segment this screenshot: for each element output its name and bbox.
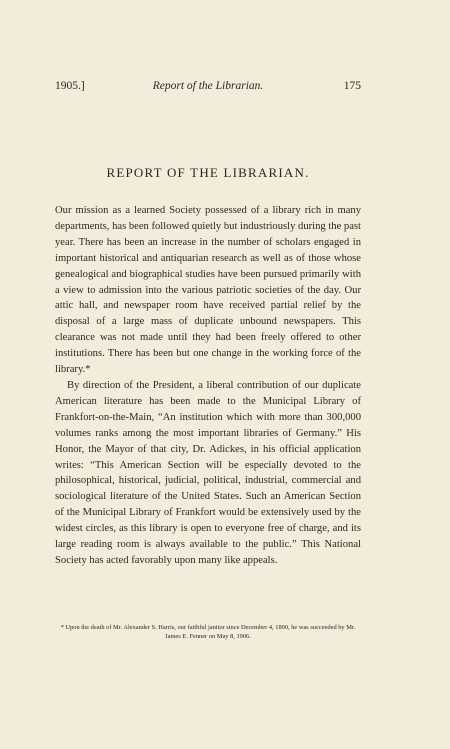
paragraph-1: Our mission as a learned Society possessed of a library rich in many departments, has been followed quietly but industriously during the past year. There has been an increase in the number of scholars engaged in important historical and antiquarian research as well as of those whose genealogical and biographical studies have been pursued primarily with a view to admission into the various patriotic societies of the day. Our attic hall, and newspaper room have received partial relief by the disposal of a large mass of duplicate unbound newspapers. This clearance was not made until they had been freely offered to other institutions. There has been but one change in the working force of the library.*: [55, 205, 361, 376]
running-head-title: Report of the Librarian.: [152, 80, 264, 92]
running-head: [55, 80, 361, 96]
paragraph-2: By direction of the President, a liberal contribution of our duplicate American literature has been made to the Municipal Library of Frankfort-on-the-Main, “An institution which with more than 300,000 volumes ranks among the most important libraries of Germany.” His Honor, the Mayor of that city, Dr. Adickes, in his official application writes: “This American Section will be especially devoted to the philosophical, historical, judicial, political, industrial, commercial and sociological literature of the United States. Such an American Section of the Municipal Library of Frankfort would be extensively used by the widest circles, as this library is open to everyone free of charge, and its large reading room is always available to the public.” This National Society has acted favorably upon many like appeals.: [55, 379, 361, 566]
page-number: 175: [343, 80, 361, 92]
footnote: * Upon the death of Mr. Alexander S. Harris, our faithful janitor since December 4, 1890, he was succeeded by Mr. James E. Fenner on May 8, 1906.: [60, 624, 356, 640]
section-title: REPORT OF THE LIBRARIAN.: [106, 165, 310, 180]
running-head-year: 1905.]: [55, 80, 85, 92]
body-text: [55, 203, 361, 569]
